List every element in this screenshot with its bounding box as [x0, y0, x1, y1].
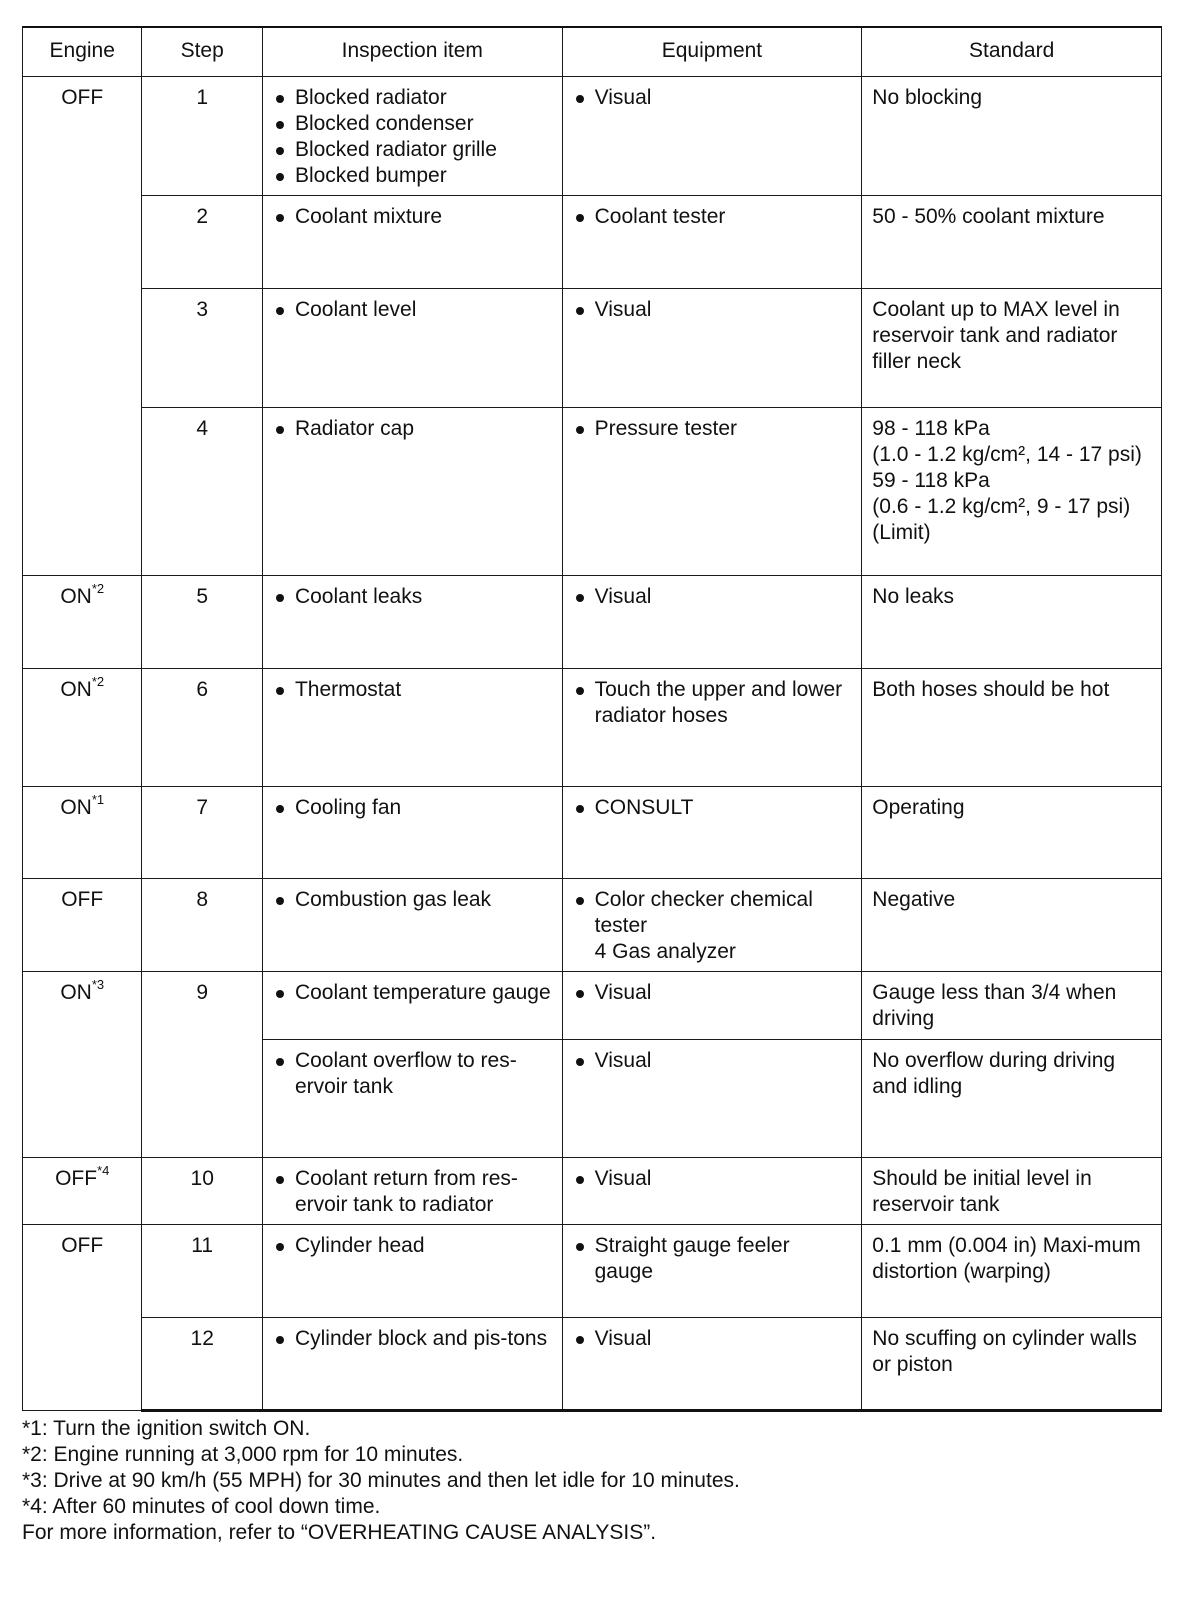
standard-text: 59 - 118 kPa: [872, 469, 990, 492]
equipment-item: Visual: [573, 1326, 852, 1352]
engine-cell: [23, 972, 142, 1158]
table-row: [23, 1158, 1162, 1225]
inspection-item-cell: [262, 408, 562, 576]
table-row: [23, 77, 1162, 196]
inspection-item: Thermostat: [273, 677, 552, 703]
equipment-cell: [562, 669, 862, 787]
engine-state: ON: [60, 981, 92, 1004]
step-cell: 2: [142, 196, 263, 289]
standard-cell: [862, 1040, 1162, 1158]
standard-text: No blocking: [872, 86, 983, 109]
standard-cell: [862, 787, 1162, 879]
standard-text: Negative: [872, 888, 956, 911]
step-cell: 8: [142, 879, 263, 972]
table-row: [23, 576, 1162, 669]
inspection-item: Coolant leaks: [273, 584, 552, 610]
equipment-item: Visual: [573, 297, 852, 323]
equipment-item: Touch the upper and lower radiator hoses: [573, 677, 852, 729]
equipment-cell: [562, 1040, 862, 1158]
standard-text: (0.6 - 1.2 kg/cm², 9 - 17 psi) (Limit): [872, 495, 1131, 544]
standard-cell: [862, 972, 1162, 1040]
equipment-item: Visual: [573, 1048, 852, 1074]
equipment-item: Coolant tester: [573, 204, 852, 230]
inspection-item: Combustion gas leak: [273, 887, 552, 913]
standard-text: 50 - 50% coolant mixture: [872, 205, 1105, 228]
header-inspection-item: Inspection item: [262, 27, 562, 77]
engine-state: OFF: [55, 1167, 98, 1190]
engine-note-ref: *3: [91, 977, 105, 992]
inspection-item: Blocked condenser: [273, 111, 552, 137]
standard-text: (1.0 - 1.2 kg/cm², 14 - 17 psi): [872, 443, 1142, 466]
table-row: [23, 669, 1162, 787]
table-row: [23, 196, 1162, 289]
engine-state: ON: [60, 678, 92, 701]
step-cell: 10: [142, 1158, 263, 1225]
equipment-item: CONSULT: [573, 795, 852, 821]
inspection-item: Coolant mixture: [273, 204, 552, 230]
inspection-item: Coolant temperature gauge: [273, 980, 552, 1006]
equipment-item: 4 Gas analyzer: [594, 940, 736, 963]
inspection-item: Cooling fan: [273, 795, 552, 821]
engine-state: ON: [60, 796, 92, 819]
standard-cell: [862, 1318, 1162, 1411]
engine-cell: [23, 77, 142, 576]
standard-text: 0.1 mm (0.004 in) Maxi-mum distortion (warping): [872, 1234, 1141, 1283]
equipment-item: Visual: [573, 584, 852, 610]
equipment-item: Visual: [573, 85, 852, 111]
inspection-item-cell: [262, 669, 562, 787]
engine-state: OFF: [61, 86, 104, 109]
equipment-item: Color checker chemical tester: [573, 887, 852, 939]
inspection-item-cell: [262, 1318, 562, 1411]
inspection-item-cell: [262, 1158, 562, 1225]
equipment-cell: [562, 787, 862, 879]
engine-cell: [23, 879, 142, 972]
inspection-item: Cylinder block and pis-tons: [273, 1326, 552, 1352]
standard-cell: [862, 1158, 1162, 1225]
header-step: Step: [142, 27, 263, 77]
standard-cell: [862, 77, 1162, 196]
engine-note-ref: *2: [91, 581, 105, 596]
footnote: *2: Engine running at 3,000 rpm for 10 minutes.: [22, 1443, 464, 1466]
inspection-item-cell: [262, 196, 562, 289]
footnote: *4: After 60 minutes of cool down time.: [22, 1495, 381, 1518]
standard-text: Gauge less than 3/4 when driving: [872, 981, 1117, 1030]
equipment-cell: [562, 289, 862, 408]
table-row: [23, 1225, 1162, 1318]
standard-cell: [862, 408, 1162, 576]
table-row: [23, 787, 1162, 879]
table-row: [23, 1318, 1162, 1411]
inspection-item-cell: [262, 972, 562, 1040]
equipment-item: Visual: [573, 980, 852, 1006]
equipment-cell: [562, 196, 862, 289]
step-cell: 5: [142, 576, 263, 669]
inspection-item: Coolant level: [273, 297, 552, 323]
standard-cell: [862, 879, 1162, 972]
step-cell: 7: [142, 787, 263, 879]
engine-state: ON: [60, 585, 92, 608]
equipment-cell: [562, 1158, 862, 1225]
standard-text: No overflow during driving and idling: [872, 1049, 1116, 1098]
standard-text: No leaks: [872, 585, 954, 608]
equipment-item: Pressure tester: [573, 416, 852, 442]
table-row: [23, 879, 1162, 972]
inspection-item-cell: [262, 787, 562, 879]
equipment-cell: [562, 1225, 862, 1318]
inspection-item: Cylinder head: [273, 1233, 552, 1259]
step-cell: 12: [142, 1318, 263, 1411]
step-cell: 11: [142, 1225, 263, 1318]
standard-cell: [862, 669, 1162, 787]
header-row: [23, 27, 1162, 77]
standard-cell: [862, 1225, 1162, 1318]
equipment-item: Visual: [573, 1166, 852, 1192]
standard-cell: [862, 289, 1162, 408]
inspection-item-cell: [262, 1225, 562, 1318]
equipment-cell: [562, 879, 862, 972]
inspection-item-cell: [262, 77, 562, 196]
engine-cell: [23, 669, 142, 787]
inspection-item-cell: [262, 1040, 562, 1158]
step-cell: 4: [142, 408, 263, 576]
inspection-item-cell: [262, 879, 562, 972]
engine-note-ref: *2: [91, 674, 105, 689]
engine-note-ref: *4: [97, 1163, 110, 1178]
inspection-item: Blocked radiator grille: [273, 137, 552, 163]
standard-text: Both hoses should be hot: [872, 678, 1110, 701]
standard-text: Operating: [872, 796, 965, 819]
footnote: *3: Drive at 90 km/h (55 MPH) for 30 minutes and then let idle for 10 minutes.: [22, 1469, 740, 1492]
engine-cell: [23, 787, 142, 879]
equipment-cell: [562, 77, 862, 196]
table-row: [23, 289, 1162, 408]
step-cell: 1: [142, 77, 263, 196]
equipment-item: Straight gauge feeler gauge: [573, 1233, 852, 1285]
standard-text: No scuffing on cylinder walls or piston: [872, 1327, 1137, 1376]
standard-text: 98 - 118 kPa: [872, 417, 990, 440]
inspection-item-cell: [262, 576, 562, 669]
header-equipment: Equipment: [562, 27, 862, 77]
inspection-item: Blocked radiator: [273, 85, 552, 111]
footnotes: [22, 1416, 1162, 1546]
standard-cell: [862, 196, 1162, 289]
inspection-item-cell: [262, 289, 562, 408]
engine-cell: [23, 576, 142, 669]
engine-cell: [23, 1158, 142, 1225]
header-engine: Engine: [23, 27, 142, 77]
header-standard: Standard: [862, 27, 1162, 77]
equipment-cell: [562, 972, 862, 1040]
inspection-item: Radiator cap: [273, 416, 552, 442]
equipment-cell: [562, 408, 862, 576]
engine-state: OFF: [61, 1234, 104, 1257]
standard-cell: [862, 576, 1162, 669]
inspection-item: Blocked bumper: [273, 163, 552, 189]
engine-state: OFF: [61, 888, 104, 911]
step-cell: 3: [142, 289, 263, 408]
footnote: For more information, refer to “OVERHEATING CAUSE ANALYSIS”.: [22, 1521, 657, 1544]
equipment-cell: [562, 576, 862, 669]
equipment-cell: [562, 1318, 862, 1411]
engine-cell: [23, 1225, 142, 1411]
footnote: *1: Turn the ignition switch ON.: [22, 1417, 311, 1440]
engine-note-ref: *1: [91, 792, 105, 807]
step-cell: 9: [142, 972, 263, 1158]
standard-text: Should be initial level in reservoir tank: [872, 1167, 1092, 1216]
table-row: [23, 408, 1162, 576]
inspection-item: Coolant return from res-ervoir tank to radiator: [273, 1166, 552, 1218]
table-row: [23, 972, 1162, 1040]
inspection-item: Coolant overflow to res-ervoir tank: [273, 1048, 552, 1100]
step-cell: 6: [142, 669, 263, 787]
standard-text: Coolant up to MAX level in reservoir tank and radiator filler neck: [872, 298, 1120, 373]
inspection-table: [22, 26, 1162, 1412]
